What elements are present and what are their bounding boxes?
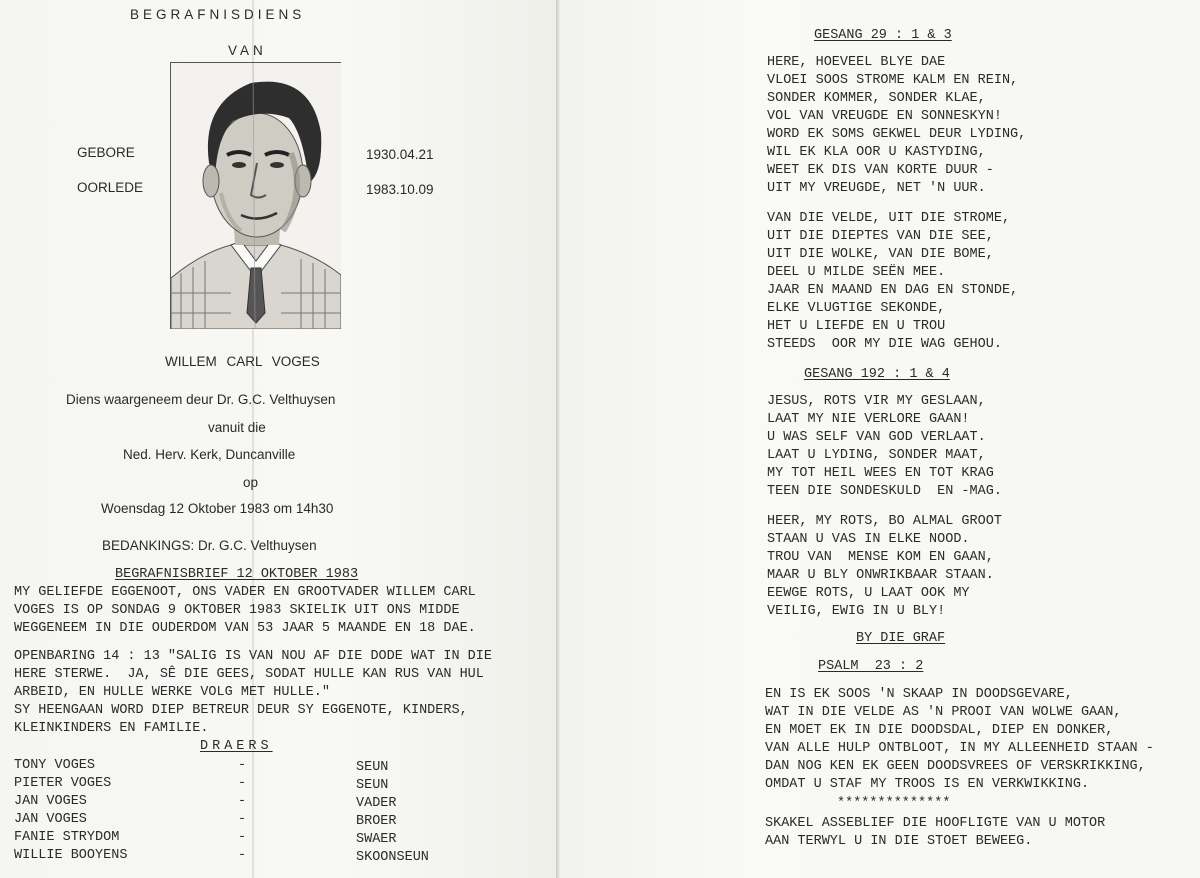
- bearer-dash: -: [238, 776, 247, 791]
- deceased-name: WILLEM CARL VOGES: [165, 354, 320, 369]
- bearer-dash: -: [238, 758, 247, 773]
- hymn-line: TROU VAN MENSE KOM EN GAAN,: [767, 550, 994, 565]
- stars-divider: **************: [837, 796, 951, 811]
- right-page: [560, 0, 1200, 878]
- died-date: 1983.10.09: [366, 182, 434, 197]
- hymn-line: HEER, MY ROTS, BO ALMAL GROOT: [767, 514, 1002, 529]
- hymn-line: EEWGE ROTS, U LAAT OOK MY: [767, 586, 970, 601]
- hymn-line: SONDER KOMMER, SONDER KLAE,: [767, 91, 986, 106]
- scripture-line: ARBEID, EN HULLE WERKE VOLG MET HULLE.": [14, 685, 330, 700]
- born-label: GEBORE: [77, 145, 135, 160]
- bearer-dash: -: [238, 830, 247, 845]
- hymn-line: WORD EK SOMS GEKWEL DEUR LYDING,: [767, 127, 1027, 142]
- hymn-line: UIT DIE WOLKE, VAN DIE BOME,: [767, 247, 994, 262]
- psalm-heading: PSALM 23 : 2: [818, 659, 924, 674]
- hymn-line: VOL VAN VREUGDE EN SONNESKYN!: [767, 109, 1002, 124]
- scripture-line: KLEINKINDERS EN FAMILIE.: [14, 721, 209, 736]
- document-title: BEGRAFNISDIENS: [130, 7, 306, 22]
- bearer-relation: VADER: [356, 796, 397, 811]
- hymn-line: ELKE VLUGTIGE SEKONDE,: [767, 301, 946, 316]
- hymn-line: HET U LIEFDE EN U TROU: [767, 319, 946, 334]
- psalm-line: EN MOET EK IN DIE DOODSDAL, DIEP EN DONKER,: [765, 723, 1114, 738]
- bearer-name: PIETER VOGES: [14, 776, 112, 791]
- hymn-line: LAAT MY NIE VERLORE GAAN!: [767, 412, 970, 427]
- hymn-line: WIL EK KLA OOR U KASTYDING,: [767, 145, 986, 160]
- service-line-2: vanuit die: [208, 420, 266, 435]
- service-line-3: Ned. Herv. Kerk, Duncanville: [123, 447, 296, 462]
- scripture-line: OPENBARING 14 : 13 "SALIG IS VAN NOU AF DIE DODE WAT IN DIE: [14, 649, 492, 664]
- hymn-line: VAN DIE VELDE, UIT DIE STROME,: [767, 211, 1011, 226]
- service-line-4: op: [243, 475, 259, 490]
- van-label: VAN: [228, 43, 267, 58]
- hymn-line: VEILIG, EWIG IN U BLY!: [767, 604, 946, 619]
- bearer-dash: -: [238, 848, 247, 863]
- thanks-line: BEDANKINGS: Dr. G.C. Velthuysen: [102, 538, 317, 553]
- born-date: 1930.04.21: [366, 147, 434, 162]
- psalm-line: OMDAT U STAF MY TROOS IS EN VERKWIKKING.: [765, 777, 1090, 792]
- psalm-line: WAT IN DIE VELDE AS 'N PROOI VAN WOLWE GAAN,: [765, 705, 1122, 720]
- bearer-relation: SEUN: [356, 778, 389, 793]
- bearer-dash: -: [238, 794, 247, 809]
- scripture-line: HERE STERWE. JA, SÊ DIE GEES, SODAT HULLE KAN RUS VAN HUL: [14, 667, 484, 682]
- psalm-line: VAN ALLE HULP ONTBLOOT, IN MY ALLEENHEID STAAN -: [765, 741, 1154, 756]
- bearer-name: FANIE STRYDOM: [14, 830, 120, 845]
- hymn-line: JESUS, ROTS VIR MY GESLAAN,: [767, 394, 986, 409]
- bearer-name: TONY VOGES: [14, 758, 96, 773]
- bearer-relation: SWAER: [356, 832, 397, 847]
- service-line-1: Diens waargeneem deur Dr. G.C. Velthuysen: [66, 392, 336, 407]
- portrait-image: [171, 63, 341, 329]
- hymn-line: VLOEI SOOS STROME KALM EN REIN,: [767, 73, 1019, 88]
- letter-heading: BEGRAFNISBRIEF 12 OKTOBER 1983: [115, 567, 359, 582]
- letter-line: WEGGENEEM IN DIE OUDERDOM VAN 53 JAAR 5 MAANDE EN 18 DAE.: [14, 621, 476, 636]
- psalm-line: EN IS EK SOOS 'N SKAAP IN DOODSGEVARE,: [765, 687, 1073, 702]
- hymn-line: STEEDS OOR MY DIE WAG GEHOU.: [767, 337, 1002, 352]
- bearers-heading: DRAERS: [200, 739, 273, 754]
- hymn-line: DEEL U MILDE SEËN MEE.: [767, 265, 946, 280]
- hymn-2-heading: GESANG 192 : 1 & 4: [804, 367, 950, 382]
- hymn-line: JAAR EN MAAND EN DAG EN STONDE,: [767, 283, 1019, 298]
- hymn-line: MY TOT HEIL WEES EN TOT KRAG: [767, 466, 994, 481]
- closing-line: SKAKEL ASSEBLIEF DIE HOOFLIGTE VAN U MOTOR: [765, 816, 1106, 831]
- hymn-line: STAAN U VAS IN ELKE NOOD.: [767, 532, 970, 547]
- letter-line: MY GELIEFDE EGGENOOT, ONS VADER EN GROOTVADER WILLEM CARL: [14, 585, 476, 600]
- bearer-relation: BROER: [356, 814, 397, 829]
- hymn-line: U WAS SELF VAN GOD VERLAAT.: [767, 430, 986, 445]
- bearer-dash: -: [238, 812, 247, 827]
- hymn-1-heading: GESANG 29 : 1 & 3: [814, 28, 952, 43]
- bearer-relation: SKOONSEUN: [356, 850, 429, 865]
- scripture-line: SY HEENGAAN WORD DIEP BETREUR DEUR SY EGGENOTE, KINDERS,: [14, 703, 468, 718]
- service-line-5: Woensdag 12 Oktober 1983 om 14h30: [101, 501, 334, 516]
- died-label: OORLEDE: [77, 180, 144, 195]
- letter-line: VOGES IS OP SONDAG 9 OKTOBER 1983 SKIELIK UIT ONS MIDDE: [14, 603, 460, 618]
- psalm-line: DAN NOG KEN EK GEEN DOODSVREES OF VERSKRIKKING,: [765, 759, 1146, 774]
- bearer-name: JAN VOGES: [14, 794, 87, 809]
- portrait-photo: [170, 62, 341, 329]
- hymn-line: HERE, HOEVEEL BLYE DAE: [767, 55, 946, 70]
- left-page: [0, 0, 560, 878]
- closing-line: AAN TERWYL U IN DIE STOET BEWEEG.: [765, 834, 1033, 849]
- hymn-line: UIT DIE DIEPTES VAN DIE SEE,: [767, 229, 994, 244]
- hymn-line: UIT MY VREUGDE, NET 'N UUR.: [767, 181, 986, 196]
- hymn-line: TEEN DIE SONDESKULD EN -MAG.: [767, 484, 1002, 499]
- hymn-line: WEET EK DIS VAN KORTE DUUR -: [767, 163, 994, 178]
- hymn-line: MAAR U BLY ONWRIKBAAR STAAN.: [767, 568, 994, 583]
- bearer-relation: SEUN: [356, 760, 389, 775]
- hymn-line: LAAT U LYDING, SONDER MAAT,: [767, 448, 986, 463]
- bearer-name: WILLIE BOOYENS: [14, 848, 128, 863]
- bearer-name: JAN VOGES: [14, 812, 87, 827]
- graveside-heading: BY DIE GRAF: [856, 631, 946, 646]
